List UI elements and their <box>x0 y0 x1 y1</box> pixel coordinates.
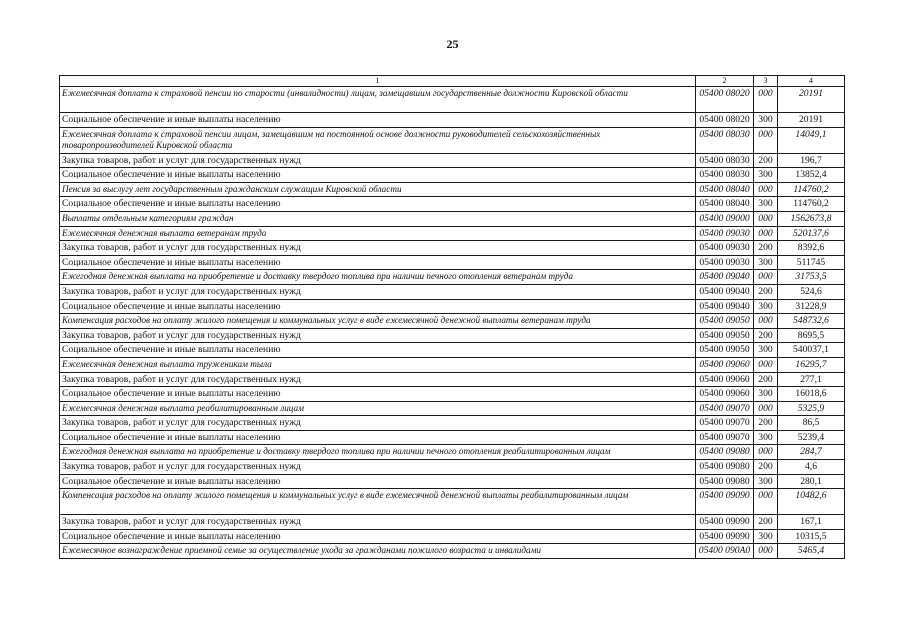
row-type-cell: 000 <box>754 314 778 329</box>
table-row <box>60 284 845 299</box>
row-type-cell: 300 <box>754 343 778 358</box>
row-code-cell: 05400 09070 <box>696 430 754 445</box>
row-name-cell: Ежегодная денежная выплата на приобретение и доставку твердого топлива при наличии печного отопления ветеранам труда <box>60 270 696 285</box>
row-type-cell: 000 <box>754 544 778 559</box>
row-type-cell: 000 <box>754 127 778 153</box>
row-type-cell: 200 <box>754 372 778 387</box>
table-row <box>60 226 845 241</box>
row-name-cell: Компенсация расходов на оплату жилого помещения и коммунальных услуг в виде ежемесячной денежной выплаты реабилитированным лицам <box>60 489 696 515</box>
row-name-cell: Ежегодная денежная выплата на приобретение и доставку твердого топлива при наличии печного отопления реабилитированным лицам <box>60 445 696 460</box>
row-type-cell: 200 <box>754 416 778 431</box>
row-name-cell: Закупка товаров, работ и услуг для государственных нужд <box>60 328 696 343</box>
row-type-cell: 300 <box>754 299 778 314</box>
row-name-cell: Ежемесячная денежная выплата труженикам тыла <box>60 357 696 372</box>
row-type-cell: 000 <box>754 211 778 226</box>
table-row <box>60 153 845 168</box>
row-name-cell: Социальное обеспечение и иные выплаты населению <box>60 474 696 489</box>
row-name-cell: Социальное обеспечение и иные выплаты населению <box>60 430 696 445</box>
row-amount-cell: 167,1 <box>778 515 845 530</box>
table-header <box>60 76 845 87</box>
row-name-cell: Выплаты отдельным категориям граждан <box>60 211 696 226</box>
row-amount-cell: 31228,9 <box>778 299 845 314</box>
row-amount-cell: 31753,5 <box>778 270 845 285</box>
row-code-cell: 05400 08030 <box>696 153 754 168</box>
row-code-cell: 05400 09080 <box>696 474 754 489</box>
row-amount-cell: 14049,1 <box>778 127 845 153</box>
row-code-cell: 05400 09060 <box>696 372 754 387</box>
row-code-cell: 05400 08030 <box>696 168 754 183</box>
row-name-cell: Закупка товаров, работ и услуг для государственных нужд <box>60 416 696 431</box>
row-type-cell: 300 <box>754 387 778 402</box>
row-code-cell: 05400 09050 <box>696 314 754 329</box>
row-name-cell: Социальное обеспечение и иные выплаты населению <box>60 197 696 212</box>
row-amount-cell: 8695,5 <box>778 328 845 343</box>
row-code-cell: 05400 09050 <box>696 328 754 343</box>
row-code-cell: 05400 09060 <box>696 387 754 402</box>
row-code-cell: 05400 09070 <box>696 401 754 416</box>
row-type-cell: 200 <box>754 328 778 343</box>
row-type-cell: 300 <box>754 113 778 128</box>
row-type-cell: 000 <box>754 445 778 460</box>
row-type-cell: 300 <box>754 529 778 544</box>
row-name-cell: Закупка товаров, работ и услуг для государственных нужд <box>60 284 696 299</box>
table-row <box>60 270 845 285</box>
table-row <box>60 343 845 358</box>
column-header-code: 2 <box>696 76 754 87</box>
row-type-cell: 300 <box>754 430 778 445</box>
row-type-cell: 000 <box>754 87 778 113</box>
row-amount-cell: 284,7 <box>778 445 845 460</box>
row-name-cell: Закупка товаров, работ и услуг для государственных нужд <box>60 241 696 256</box>
row-name-cell: Ежемесячная денежная выплата ветеранам труда <box>60 226 696 241</box>
row-amount-cell: 5325,9 <box>778 401 845 416</box>
row-type-cell: 200 <box>754 241 778 256</box>
table-body <box>60 87 845 559</box>
row-code-cell: 05400 08020 <box>696 87 754 113</box>
row-type-cell: 200 <box>754 284 778 299</box>
row-type-cell: 000 <box>754 270 778 285</box>
row-type-cell: 200 <box>754 515 778 530</box>
row-amount-cell: 5465,4 <box>778 544 845 559</box>
table-row <box>60 460 845 475</box>
row-code-cell: 05400 09090 <box>696 515 754 530</box>
row-amount-cell: 13852,4 <box>778 168 845 183</box>
row-code-cell: 05400 09050 <box>696 343 754 358</box>
row-amount-cell: 5239,4 <box>778 430 845 445</box>
table-row <box>60 241 845 256</box>
row-amount-cell: 4,6 <box>778 460 845 475</box>
row-amount-cell: 8392,6 <box>778 241 845 256</box>
row-amount-cell: 16018,6 <box>778 387 845 402</box>
row-code-cell: 05400 09030 <box>696 241 754 256</box>
row-code-cell: 05400 09030 <box>696 226 754 241</box>
row-name-cell: Ежемесячная доплата к страховой пенсии по старости (инвалидности) лицам, замещавшим государственные должности Кировской области <box>60 87 696 113</box>
row-type-cell: 000 <box>754 489 778 515</box>
row-code-cell: 05400 09060 <box>696 357 754 372</box>
row-name-cell: Социальное обеспечение и иные выплаты населению <box>60 529 696 544</box>
row-code-cell: 05400 09040 <box>696 270 754 285</box>
row-amount-cell: 86,5 <box>778 416 845 431</box>
table-row <box>60 515 845 530</box>
table-row <box>60 211 845 226</box>
row-name-cell: Социальное обеспечение и иные выплаты населению <box>60 255 696 270</box>
row-name-cell: Социальное обеспечение и иные выплаты населению <box>60 299 696 314</box>
table-row <box>60 182 845 197</box>
row-amount-cell: 1562673,8 <box>778 211 845 226</box>
row-type-cell: 000 <box>754 182 778 197</box>
row-type-cell: 000 <box>754 226 778 241</box>
row-code-cell: 05400 09000 <box>696 211 754 226</box>
table-row <box>60 197 845 212</box>
row-code-cell: 05400 08040 <box>696 182 754 197</box>
row-amount-cell: 280,1 <box>778 474 845 489</box>
table-row <box>60 474 845 489</box>
row-name-cell: Социальное обеспечение и иные выплаты населению <box>60 343 696 358</box>
table-row <box>60 168 845 183</box>
row-code-cell: 05400 09080 <box>696 445 754 460</box>
table-row <box>60 299 845 314</box>
row-code-cell: 05400 09090 <box>696 489 754 515</box>
row-amount-cell: 16295,7 <box>778 357 845 372</box>
row-code-cell: 05400 08040 <box>696 197 754 212</box>
column-header-amount: 4 <box>778 76 845 87</box>
row-name-cell: Ежемесячное вознаграждение приемной семье за осуществление ухода за гражданами пожилого возраста и инвалидами <box>60 544 696 559</box>
row-name-cell: Закупка товаров, работ и услуг для государственных нужд <box>60 515 696 530</box>
table-row <box>60 416 845 431</box>
table-row <box>60 430 845 445</box>
row-code-cell: 05400 09080 <box>696 460 754 475</box>
row-type-cell: 300 <box>754 474 778 489</box>
row-name-cell: Закупка товаров, работ и услуг для государственных нужд <box>60 372 696 387</box>
table-row <box>60 489 845 515</box>
row-amount-cell: 277,1 <box>778 372 845 387</box>
row-code-cell: 05400 090А0 <box>696 544 754 559</box>
table-row <box>60 357 845 372</box>
table-row <box>60 87 845 113</box>
table-row <box>60 255 845 270</box>
table-row <box>60 372 845 387</box>
row-name-cell: Социальное обеспечение и иные выплаты населению <box>60 168 696 183</box>
row-type-cell: 000 <box>754 357 778 372</box>
row-type-cell: 200 <box>754 153 778 168</box>
row-code-cell: 05400 09040 <box>696 299 754 314</box>
row-type-cell: 000 <box>754 401 778 416</box>
row-code-cell: 05400 08020 <box>696 113 754 128</box>
budget-table <box>59 75 845 559</box>
table-row <box>60 387 845 402</box>
row-name-cell: Ежемесячная денежная выплата реабилитированным лицам <box>60 401 696 416</box>
row-amount-cell: 10482,6 <box>778 489 845 515</box>
table-row <box>60 445 845 460</box>
row-type-cell: 300 <box>754 197 778 212</box>
column-header-name: 1 <box>60 76 696 87</box>
row-amount-cell: 10315,5 <box>778 529 845 544</box>
row-amount-cell: 114760,2 <box>778 182 845 197</box>
row-type-cell: 300 <box>754 168 778 183</box>
row-amount-cell: 114760,2 <box>778 197 845 212</box>
table-row <box>60 113 845 128</box>
row-name-cell: Закупка товаров, работ и услуг для государственных нужд <box>60 153 696 168</box>
row-name-cell: Социальное обеспечение и иные выплаты населению <box>60 113 696 128</box>
table-row <box>60 401 845 416</box>
row-type-cell: 200 <box>754 460 778 475</box>
table-row <box>60 544 845 559</box>
row-name-cell: Компенсация расходов на оплату жилого помещения и коммунальных услуг в виде ежемесячной денежной выплаты ветеранам труда <box>60 314 696 329</box>
column-header-type: 3 <box>754 76 778 87</box>
row-name-cell: Закупка товаров, работ и услуг для государственных нужд <box>60 460 696 475</box>
row-code-cell: 05400 09030 <box>696 255 754 270</box>
row-code-cell: 05400 09040 <box>696 284 754 299</box>
row-amount-cell: 540037,1 <box>778 343 845 358</box>
table-row <box>60 529 845 544</box>
row-name-cell: Пенсия за выслугу лет государственным гражданским служащим Кировской области <box>60 182 696 197</box>
row-name-cell: Ежемесячная доплата к страховой пенсии лицам, замещавшим на постоянной основе должности руководителей сельскохозяйственных товаропроизводителей Кировской области <box>60 127 696 153</box>
table-row <box>60 314 845 329</box>
row-amount-cell: 20191 <box>778 113 845 128</box>
row-amount-cell: 20191 <box>778 87 845 113</box>
table-row <box>60 328 845 343</box>
table-row <box>60 127 845 153</box>
header-row <box>60 76 845 87</box>
row-name-cell: Социальное обеспечение и иные выплаты населению <box>60 387 696 402</box>
row-code-cell: 05400 08030 <box>696 127 754 153</box>
row-amount-cell: 196,7 <box>778 153 845 168</box>
row-amount-cell: 548732,6 <box>778 314 845 329</box>
row-code-cell: 05400 09090 <box>696 529 754 544</box>
page-number: 25 <box>446 37 459 51</box>
row-amount-cell: 511745 <box>778 255 845 270</box>
row-amount-cell: 520137,6 <box>778 226 845 241</box>
row-amount-cell: 524,6 <box>778 284 845 299</box>
row-code-cell: 05400 09070 <box>696 416 754 431</box>
row-type-cell: 300 <box>754 255 778 270</box>
